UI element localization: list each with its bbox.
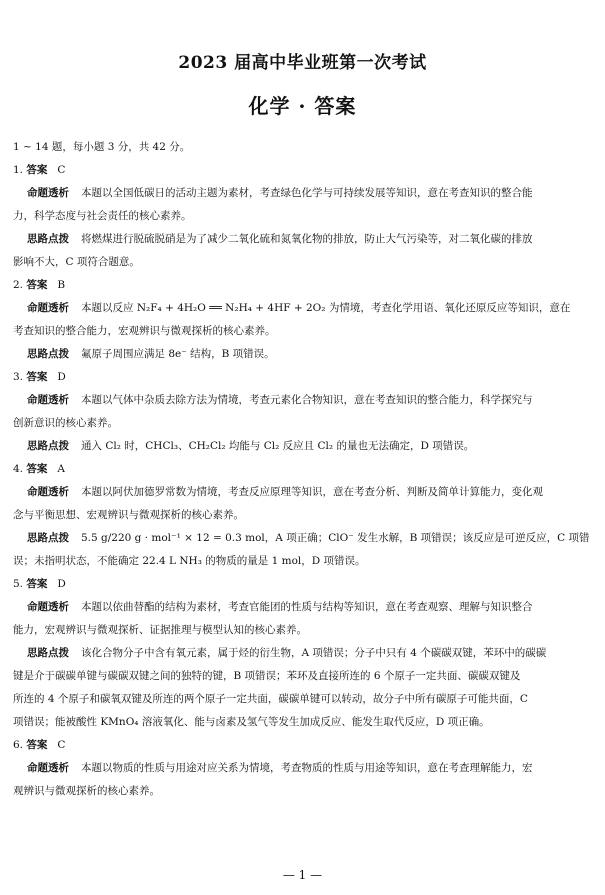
hint-label: 思路点拨 bbox=[27, 348, 69, 360]
intent-text: 力，科学态度与社会责任的核心素养。 bbox=[13, 210, 192, 222]
exam-subtitle: 化学 · 答案 bbox=[248, 94, 357, 118]
hint-label: 思路点拨 bbox=[27, 532, 69, 544]
intent-text: 本题以气体中杂质去除方法为情境，考查元素化合物知识，意在考查知识的整合能力，科学探究与 bbox=[81, 394, 533, 406]
question-answer-line bbox=[13, 734, 593, 757]
question-answer-line bbox=[13, 159, 593, 182]
hint-line bbox=[0, 711, 593, 734]
answer-value: A bbox=[57, 463, 65, 475]
hint-text: 该化合物分子中含有氧元素，属于烃的衍生物，A 项错误；分子中只有 4 个碳碳双键，苯环中的碳碳 bbox=[81, 647, 547, 659]
hint-text: 通入 Cl₂ 时，CHCl₃、CH₂Cl₂ 均能与 Cl₂ 反应且 Cl₂ 的量也无法确定，D 项错误。 bbox=[81, 440, 475, 452]
hint-text: 误；未指明状态，不能确定 22.4 L NH₃ 的物质的量是 1 mol，D 项错误。 bbox=[13, 555, 366, 567]
hint-label: 思路点拨 bbox=[27, 233, 69, 245]
intent-line bbox=[13, 757, 593, 780]
hint-line bbox=[13, 435, 593, 458]
intent-line bbox=[13, 389, 593, 412]
answer-label: 答案 bbox=[26, 279, 48, 291]
hint-line bbox=[13, 228, 593, 251]
hint-line bbox=[13, 642, 593, 665]
intent-text: 念与平衡思想、宏观辨识与微观探析的核心素养。 bbox=[13, 509, 244, 521]
intent-text: 能力，宏观辨识与微观探析、证据推理与模型认知的核心素养。 bbox=[13, 624, 307, 636]
hint-text: 将燃煤进行脱硫脱硝是为了减少二氧化硫和氮氧化物的排放，防止大气污染等，对二氧化碳的排放 bbox=[81, 233, 533, 245]
answer-value: D bbox=[57, 578, 66, 590]
hint-label: 思路点拨 bbox=[27, 647, 69, 659]
intent-line bbox=[0, 619, 593, 642]
answer-value: D bbox=[57, 371, 66, 383]
answer-label: 答案 bbox=[26, 371, 48, 383]
hint-label: 思路点拨 bbox=[27, 440, 69, 452]
intent-line bbox=[0, 504, 593, 527]
hint-line bbox=[0, 688, 593, 711]
answer-label: 答案 bbox=[26, 739, 48, 751]
answer-value: C bbox=[57, 739, 66, 751]
intent-label: 命题透析 bbox=[27, 394, 69, 406]
question-number: 5. bbox=[13, 578, 27, 590]
intent-line bbox=[13, 481, 593, 504]
intent-label: 命题透析 bbox=[27, 601, 69, 613]
hint-text: 5.5 g/220 g · mol⁻¹ × 12 = 0.3 mol，A 项正确；ClO⁻ 发生水解，B 项错误；该反应是可逆反应，C 项错 bbox=[81, 532, 590, 544]
hint-line bbox=[0, 550, 593, 573]
answer-label: 答案 bbox=[26, 164, 48, 176]
question-number: 6. bbox=[13, 739, 27, 751]
intent-label: 命题透析 bbox=[27, 187, 69, 199]
hint-text: 氟原子周围应满足 8e⁻ 结构，B 项错误。 bbox=[81, 348, 275, 360]
question-answer-line bbox=[13, 458, 593, 481]
exam-title: 2023 届高中毕业班第一次考试 bbox=[178, 53, 427, 73]
hint-text: 键是介于碳碳单键与碳碳双键之间的独特的键，B 项错误；苯环及直接所连的 6 个原子一定共面、碳碳双键及 bbox=[13, 670, 521, 682]
intent-label: 命题透析 bbox=[27, 762, 69, 774]
intent-line bbox=[0, 320, 593, 343]
question-answer-line bbox=[13, 366, 593, 389]
intent-text: 创新意识的核心素养。 bbox=[13, 417, 118, 429]
answer-label: 答案 bbox=[26, 578, 48, 590]
intent-line bbox=[13, 297, 593, 320]
answer-value: C bbox=[57, 164, 66, 176]
answer-content bbox=[13, 136, 593, 803]
intro-line: 1 ~ 14 题，每小题 3 分，共 42 分。 bbox=[13, 141, 191, 153]
intent-text: 考查知识的整合能力，宏观辨识与微观探析的核心素养。 bbox=[13, 325, 276, 337]
intent-label: 命题透析 bbox=[27, 486, 69, 498]
page-number: — 1 — bbox=[282, 868, 323, 882]
intent-line bbox=[0, 780, 593, 803]
intent-line bbox=[0, 205, 593, 228]
hint-text: 项错误；能被酸性 KMnO₄ 溶液氧化、能与卤素及氢气等发生加成反应、能发生取代反应，D 项正确。 bbox=[13, 716, 490, 728]
question-number: 2. bbox=[13, 279, 27, 291]
hint-line bbox=[0, 665, 593, 688]
question-number: 3. bbox=[13, 371, 27, 383]
answer-value: B bbox=[57, 279, 66, 291]
hint-line bbox=[13, 527, 593, 550]
intent-line bbox=[0, 412, 593, 435]
intent-label: 命题透析 bbox=[27, 302, 69, 314]
question-number: 4. bbox=[13, 463, 27, 475]
question-answer-line bbox=[13, 573, 593, 596]
intent-text: 本题以物质的性质与用途对应关系为情境，考查物质的性质与用途等知识，意在考查理解能力，宏 bbox=[81, 762, 533, 774]
hint-line bbox=[0, 251, 593, 274]
answer-label: 答案 bbox=[26, 463, 48, 475]
question-number: 1. bbox=[13, 164, 27, 176]
intent-text: 本题以依曲替酯的结构为素材，考查官能团的性质与结构等知识，意在考查观察、理解与知识整合 bbox=[81, 601, 533, 613]
intent-text: 本题以阿伏加德罗常数为情境，考查反应原理等知识，意在考查分析、判断及简单计算能力，变化观 bbox=[81, 486, 543, 498]
intent-line bbox=[13, 182, 593, 205]
hint-line bbox=[13, 343, 593, 366]
question-answer-line bbox=[13, 274, 593, 297]
intent-text: 观辨识与微观探析的核心素养。 bbox=[13, 785, 160, 797]
intent-text: 本题以全国低碳日的活动主题为素材，考查绿色化学与可持续发展等知识，意在考查知识的整合能 bbox=[81, 187, 533, 199]
intent-text: 本题以反应 N₂F₄ + 4H₂O ══ N₂H₄ + 4HF + 2O₂ 为情境，考查化学用语、氧化还原反应等知识，意在 bbox=[81, 302, 571, 314]
hint-text: 影响不大，C 项符合题意。 bbox=[13, 256, 140, 268]
intent-line bbox=[13, 596, 593, 619]
hint-text: 所连的 4 个原子和碳氧双键及所连的两个原子一定共面，碳碳单键可以转动，故分子中所有碳原子可能共面，C bbox=[13, 693, 528, 705]
